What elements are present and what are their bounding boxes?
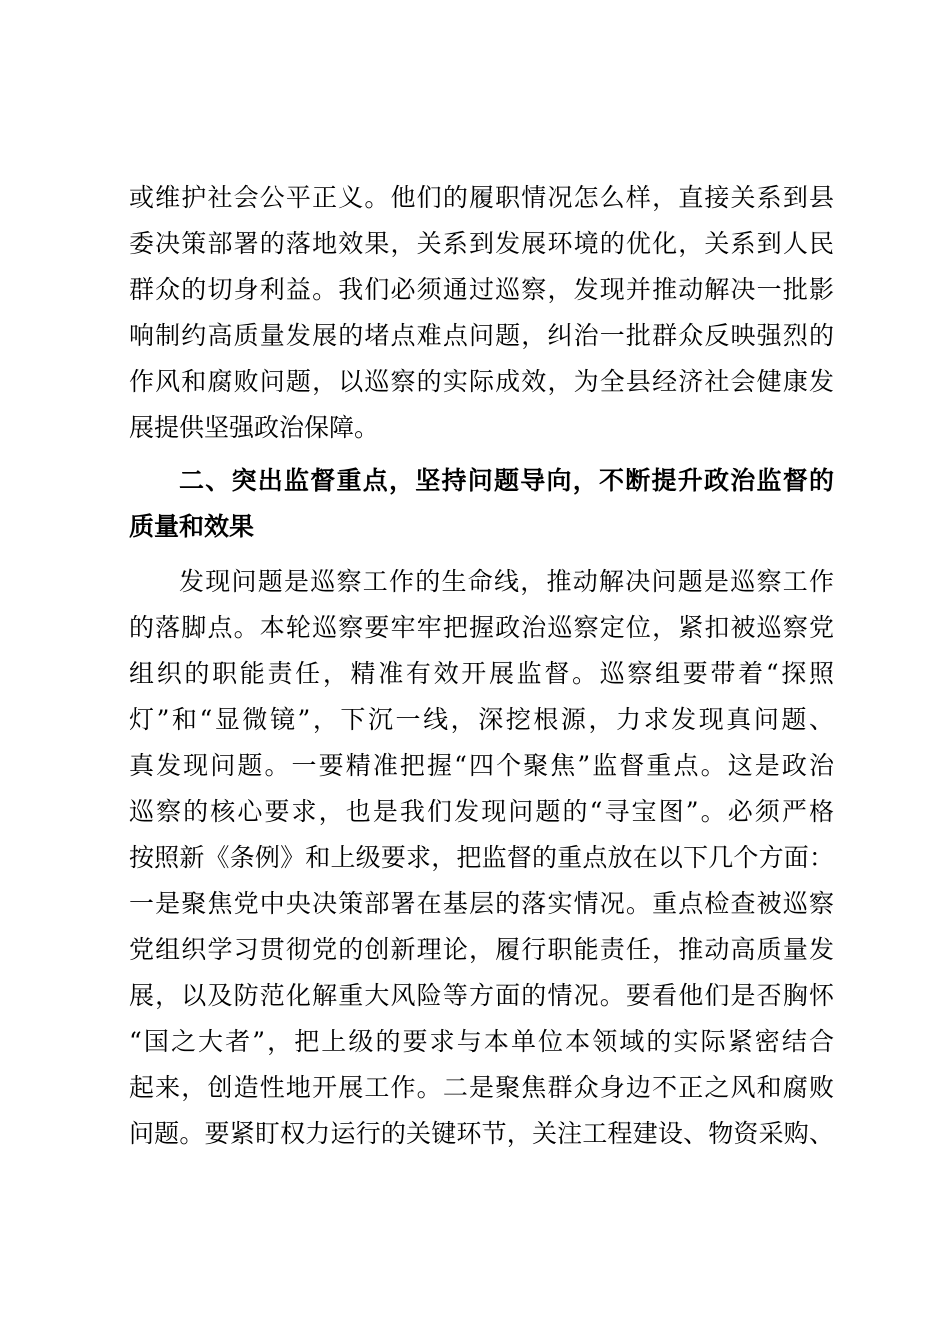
paragraph-2-line: 展，以及防范化解重大风险等方面的情况。要看他们是否胸怀 — [129, 981, 834, 1010]
paragraph-2-line: 党组织学习贯彻党的创新理论，履行职能责任，推动高质量发 — [129, 935, 834, 964]
paragraph-2-line: 组织的职能责任，精准有效开展监督。巡察组要带着“探照 — [129, 659, 834, 688]
paragraph-2-line: 一是聚焦党中央决策部署在基层的落实情况。重点检查被巡察 — [129, 889, 834, 918]
paragraph-2-line: “国之大者”，把上级的要求与本单位本领域的实际紧密结合 — [129, 1027, 834, 1056]
paragraph-1-line: 作风和腐败问题，以巡察的实际成效，为全县经济社会健康发 — [129, 367, 834, 396]
paragraph-2-line: 发现问题是巡察工作的生命线，推动解决问题是巡察工作 — [179, 567, 834, 596]
paragraph-2-line: 问题。要紧盯权力运行的关键环节，关注工程建设、物资采购、 — [129, 1119, 834, 1148]
paragraph-1-line: 群众的切身利益。我们必须通过巡察，发现并推动解决一批影 — [129, 275, 834, 304]
paragraph-1-line: 或维护社会公平正义。他们的履职情况怎么样，直接关系到县 — [129, 183, 834, 212]
paragraph-2-line: 按照新《条例》和上级要求，把监督的重点放在以下几个方面： — [129, 843, 834, 872]
paragraph-1-line: 响制约高质量发展的堵点难点问题，纠治一批群众反映强烈的 — [129, 321, 834, 350]
paragraph-2-line: 巡察的核心要求，也是我们发现问题的“寻宝图”。必须严格 — [129, 797, 834, 826]
paragraph-2-line: 灯”和“显微镜”，下沉一线，深挖根源，力求发现真问题、 — [129, 705, 834, 734]
paragraph-2-line: 的落脚点。本轮巡察要牢牢把握政治巡察定位，紧扣被巡察党 — [129, 613, 834, 642]
paragraph-1-line: 委决策部署的落地效果，关系到发展环境的优化，关系到人民 — [129, 229, 834, 258]
paragraph-2-line: 真发现问题。一要精准把握“四个聚焦”监督重点。这是政治 — [129, 751, 834, 780]
paragraph-1-line: 展提供坚强政治保障。 — [129, 413, 380, 442]
paragraph-2-line: 起来，创造性地开展工作。二是聚焦群众身边不正之风和腐败 — [129, 1073, 834, 1102]
section-heading-line: 质量和效果 — [129, 512, 255, 541]
section-heading-line: 二、突出监督重点，坚持问题导向，不断提升政治监督的 — [179, 466, 834, 495]
